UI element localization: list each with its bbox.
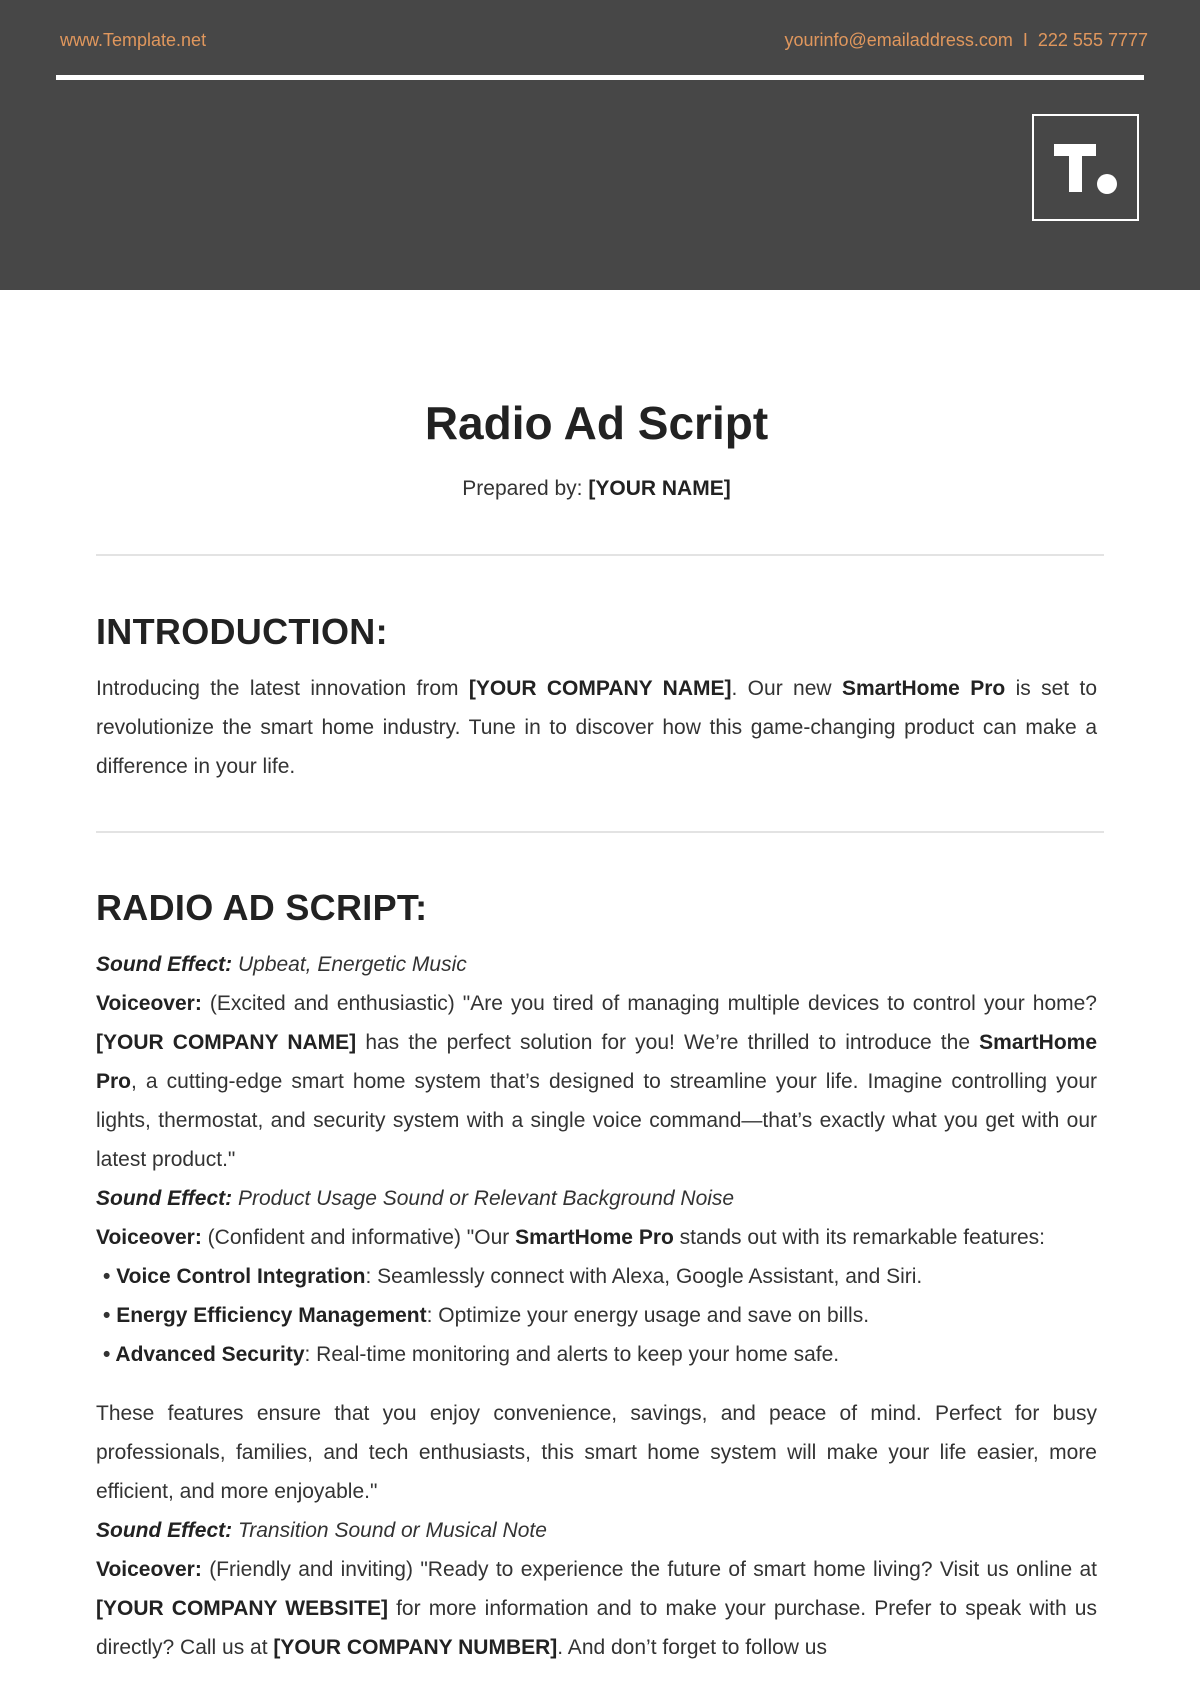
list-item: • Advanced Security: Real-time monitoring and alerts to keep your home safe. [103, 1335, 1097, 1374]
section-divider [96, 554, 1104, 556]
website-link[interactable]: www.Template.net [60, 30, 207, 50]
product-name: SmartHome Pro [96, 1031, 1098, 1093]
product-name: SmartHome Pro [841, 677, 1006, 700]
phone-placeholder: [YOUR COMPANY NUMBER] [273, 1636, 558, 1659]
contact-separator: I [1022, 30, 1028, 50]
product-name: SmartHome Pro [515, 1226, 674, 1249]
script-body [96, 945, 1097, 1667]
voiceover-line: Voiceover: (Friendly and inviting) "Ready to experience the future of smart home living? Visit us online at [YOUR COMPANY WEBSITE] for more information and to make your purchase. Prefer to speak with us directly? Call us at [YOUR COMPANY NUMBER]. And don’t forget to follow us [96, 1558, 1097, 1659]
spacer [96, 1374, 1097, 1394]
sound-effect-line: Sound Effect: Transition Sound or Musical Note [96, 1519, 547, 1542]
sound-effect-line: Sound Effect: Upbeat, Energetic Music [96, 953, 467, 976]
sound-effect-line: Sound Effect: Product Usage Sound or Relevant Background Noise [96, 1187, 735, 1210]
script-heading: RADIO AD SCRIPT: [96, 887, 428, 928]
template-logo [1032, 114, 1139, 221]
prepared-by-value: [YOUR NAME] [588, 477, 731, 500]
list-item: • Energy Efficiency Management: Optimize your energy usage and save on bills. [103, 1296, 1097, 1335]
logo-t-stem [1069, 144, 1082, 192]
introduction-paragraph: Introducing the latest innovation from [YOUR COMPANY NAME]. Our new SmartHome Pro is set to revolutionize the smart home industry. Tune in to discover how this game-changing product can make a difference in your life. [96, 677, 1097, 778]
closing-paragraph: These features ensure that you enjoy convenience, savings, and peace of mind. Perfect for busy professionals, families, and tech enthusiasts, this smart home system will make your life easier, more efficient, and more enjoyable." [96, 1402, 1097, 1503]
feature-list [96, 1257, 1097, 1374]
logo-dot [1097, 174, 1117, 194]
company-name-placeholder: [YOUR COMPANY NAME] [468, 677, 732, 700]
voiceover-line: Voiceover: (Confident and informative) "Our SmartHome Pro stands out with its remarkable features: [96, 1226, 1045, 1249]
phone-number: 222 555 7777 [1037, 30, 1148, 50]
introduction-heading: INTRODUCTION: [96, 611, 388, 652]
header-rule [56, 75, 1144, 80]
prepared-by [96, 477, 1097, 501]
prepared-by-label: Prepared by: [462, 477, 583, 500]
voiceover-line: Voiceover: (Excited and enthusiastic) "Are you tired of managing multiple devices to control your home? [YOUR COMPANY NAME] has the perfect solution for you! We’re thrilled to introduce the SmartHome Pro, a cutting-edge smart home system that’s designed to streamline your life. Imagine controlling your lights, thermostat, and security system with a single voice command—that’s exactly what you get with our latest product." [96, 992, 1098, 1171]
website-placeholder: [YOUR COMPANY WEBSITE] [96, 1597, 388, 1620]
page-title: Radio Ad Script [424, 397, 769, 449]
company-name-placeholder: [YOUR COMPANY NAME] [96, 1031, 357, 1054]
email-link[interactable]: yourinfo@emailaddress.com [784, 30, 1013, 50]
page-header [0, 0, 1200, 290]
section-divider [96, 831, 1104, 833]
list-item: • Voice Control Integration: Seamlessly connect with Alexa, Google Assistant, and Siri. [103, 1257, 1097, 1296]
contact-info [784, 30, 1148, 51]
